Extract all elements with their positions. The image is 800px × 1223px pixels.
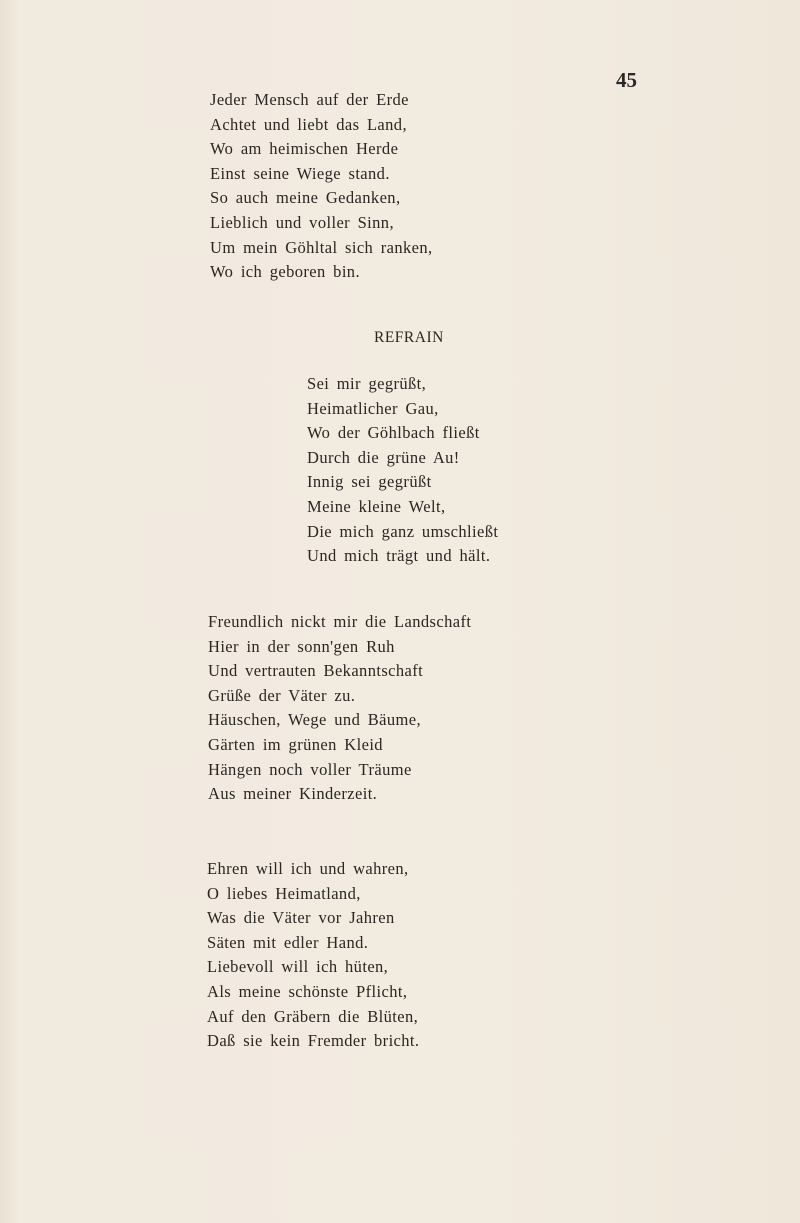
verse-line: Häuschen, Wege und Bäume, [208,710,422,730]
verse-line: Um mein Göhltal sich ranken, [210,237,433,257]
verse-line: Was die Väter vor Jahren [207,908,395,928]
verse-line: Aus meiner Kinderzeit. [208,784,378,804]
verse-line: Wo am heimischen Herde [210,139,399,159]
stanza-2 [208,610,471,807]
verse-line: Wo der Göhlbach fließt [307,423,480,443]
verse-line: Gärten im grünen Kleid [208,734,383,754]
verse-line: Daß sie kein Fremder bricht. [207,1031,420,1051]
verse-line: Meine kleine Welt, [307,496,446,516]
verse-line: Freundlich nickt mir die Landschaft [208,612,472,631]
verse-line: Als meine schönste Pflicht, [207,981,408,1001]
verse-line: Säten mit edler Hand. [207,932,369,952]
verse-line: Die mich ganz umschließt [307,521,499,541]
verse-line: So auch meine Gedanken, [210,188,401,208]
page-number: 45 [616,68,637,92]
refrain-stanza [307,372,498,569]
verse-line: Jeder Mensch auf der Erde [210,90,409,109]
verse-line: Heimatlicher Gau, [307,398,439,418]
verse-line: O liebes Heimatland, [207,883,361,903]
verse-line: Einst seine Wiege stand. [210,163,390,183]
refrain-heading: REFRAIN [374,329,444,346]
stanza-1 [210,88,433,285]
verse-line: Und vertrauten Bekanntschaft [208,661,424,681]
verse-line: Sei mir gegrüßt, [307,374,427,393]
verse-line: Ehren will ich und wahren, [207,859,409,878]
verse-line: Innig sei gegrüßt [307,472,432,492]
verse-line: Grüße der Väter zu. [208,685,356,705]
verse-line: Liebevoll will ich hüten, [207,957,389,977]
verse-line: Achtet und liebt das Land, [210,114,407,134]
verse-line: Wo ich geboren bin. [210,262,360,282]
verse-line: Auf den Gräbern die Blüten, [207,1006,419,1026]
verse-line: Hier in der sonn'gen Ruh [208,636,395,656]
verse-line: Hängen noch voller Träume [208,759,412,779]
verse-line: Und mich trägt und hält. [307,546,491,566]
verse-line: Durch die grüne Au! [307,447,460,467]
verse-line: Lieblich und voller Sinn, [210,212,394,232]
stanza-3 [207,857,419,1054]
